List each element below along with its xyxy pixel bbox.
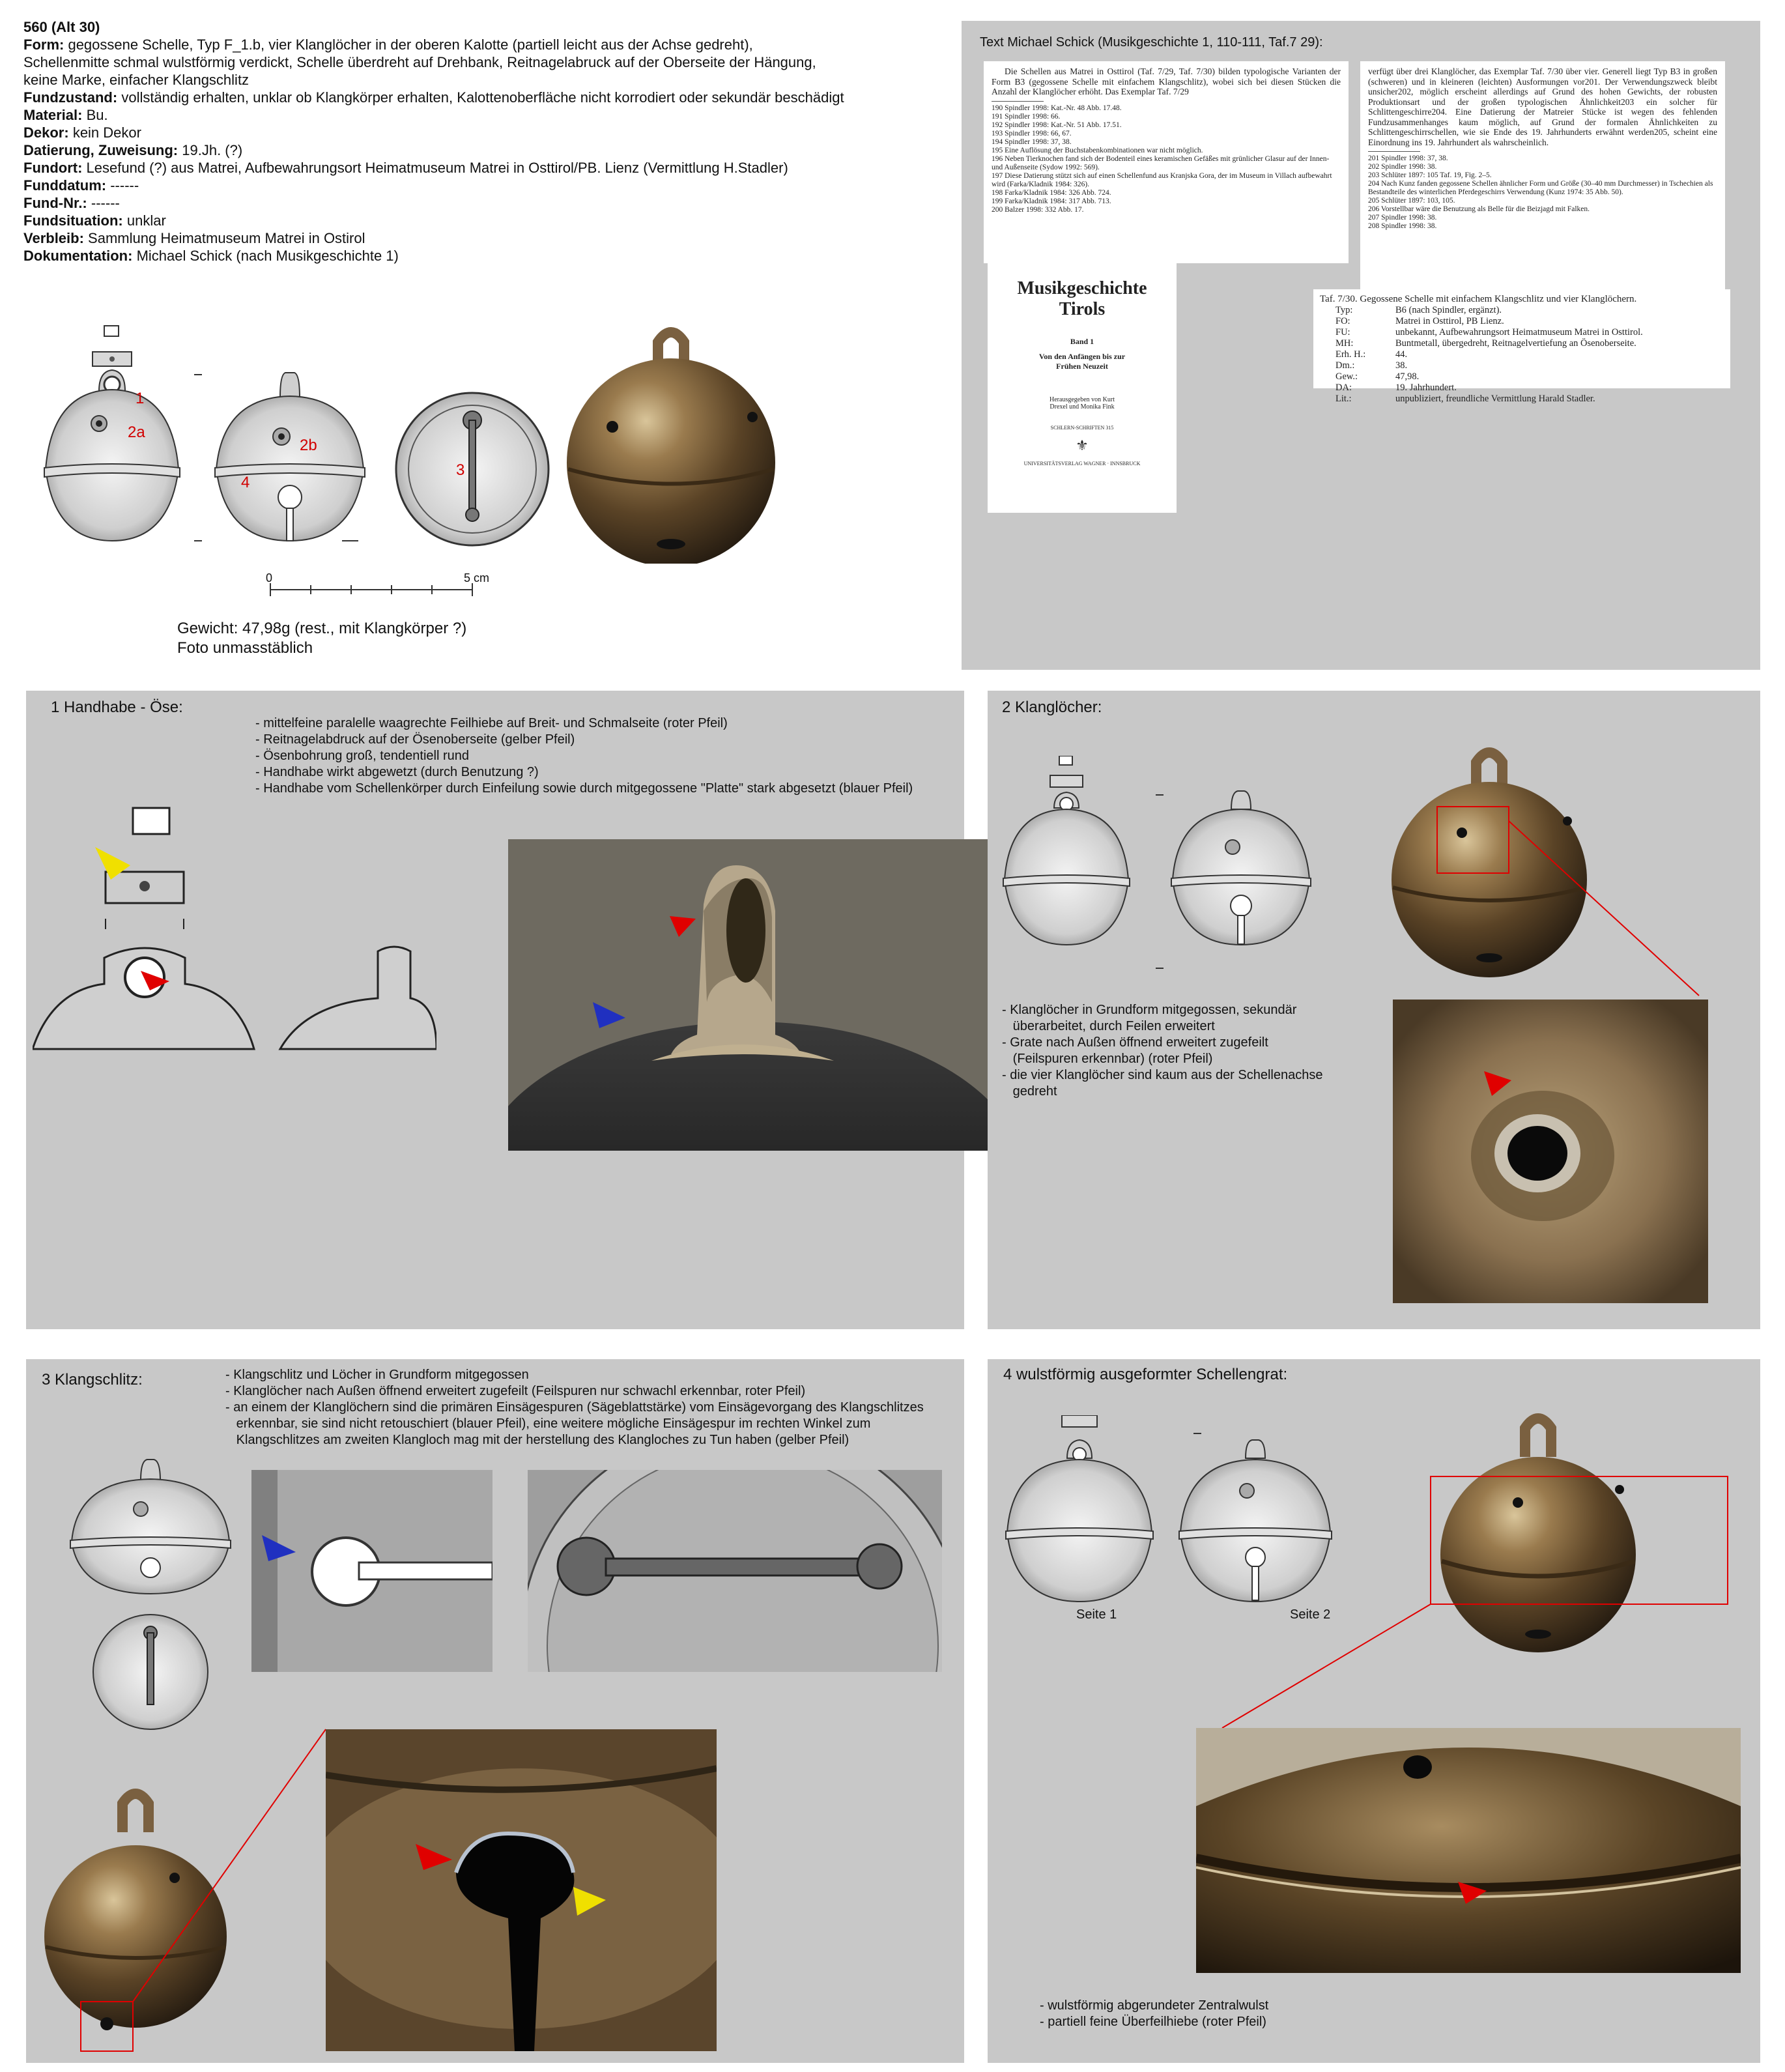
bell-drawing-side-2 [215, 373, 365, 541]
footnote: 194 Spindler 1998: 37, 38. [992, 137, 1072, 146]
catalog-field-value: 19.Jh. (?) [182, 142, 243, 158]
catalog-field-label: Dokumentation: [23, 248, 133, 264]
taf-value: 19. Jahrhundert. [1395, 382, 1457, 393]
footnote: 197 Diese Datierung stützt sich auf einen Schellenfund aus Kranjska Gora, der im Museum in Villach aufbewahrt wird (Farka/Kladnik 1984: 326). [992, 171, 1332, 188]
catalog-field-value: gegossene Schelle, Typ F_1.b, vier Klanglöcher in der oberen Kalotte (partiell leicht aus der Achse gedreht), [68, 36, 753, 53]
panel-sound-slit [26, 1359, 964, 2063]
catalog-field-value: keine Marke, einfacher Klangschlitz [23, 72, 250, 88]
taf-value: B6 (nach Spindler, ergänzt). [1395, 305, 1502, 315]
panel2-title: 2 Klanglöcher: [1002, 698, 1102, 716]
col1-paragraph: Die Schellen aus Matrei in Osttirol (Taf. 7/29, Taf. 7/30) bilden typologische Varianten der Form B3 (gegossene Schelle mit einfachem Klangschlitz), wobei sich bei diesen Stücken die Anzahl der Klanglöcher erhöht. Das Exemplar Taf. 7/29 [992, 66, 1341, 96]
panel1-title: 1 Handhabe - Öse: [51, 698, 183, 716]
publisher-logo: ⚜ [1076, 437, 1089, 453]
bullet-line: Klangschlitzes am zweiten Klangloch mag mit der herstellung des Klangloches zu Tun haben (gelber Pfeil) [225, 1433, 850, 1447]
footnote: 200 Balzer 1998: 332 Abb. 17. [992, 205, 1084, 214]
taf-value: 38. [1395, 360, 1408, 371]
taf-key: Dm.: [1335, 360, 1355, 371]
label-1: 1 [136, 390, 145, 407]
book-subtitle: Von den Anfängen bis zur Frühen Neuzeit [1038, 352, 1126, 371]
col1-footnotes [992, 104, 1341, 214]
bullet-line: - mittelfeine paralelle waagrechte Feilhiebe auf Breit- und Schmalseite (roter Pfeil) [255, 716, 728, 730]
footnote: 196 Neben Tierknochen fand sich der Bodenteil eines keramischen Gefäßes mit grünlicher Glasur auf der Innen- und Außenseite (Sydow 1992: 569). [992, 154, 1330, 171]
bullet-line: - an einem der Klanglöchern sind die primären Einsägespuren (Sägeblattstärke) vom Einsägevorgang des Klangschlitzes [225, 1400, 924, 1415]
catalog-field [23, 106, 935, 124]
taf-key: MH: [1335, 338, 1354, 349]
footnote: 204 Nach Kunz fanden gegossene Schellen ähnlicher Form und Größe (30–40 mm Durchmesser) in Tschechien als Bestandteile des winterlichen Pferdegeschirrs Verwendung (Kunz 1974: 35 Abb. 50). [1368, 180, 1713, 196]
weight-caption [177, 619, 466, 658]
catalog-field-label: Datierung, Zuweisung: [23, 142, 178, 158]
catalog-field [23, 53, 935, 71]
bullet-line: - Reitnagelabdruck auf der Ösenoberseite (gelber Pfeil) [255, 732, 575, 747]
taf-value: 44. [1395, 349, 1408, 360]
book-page-col1 [984, 61, 1349, 263]
book-title: Musikgeschichte Tirols [1017, 278, 1147, 319]
bullet-line: - Klangschlitz und Löcher in Grundform mitgegossen [225, 1368, 529, 1382]
footnote: 192 Spindler 1998: Kat.-Nr. 51 Abb. 17.51. [992, 121, 1122, 129]
panel4-title: 4 wulstförmig ausgeformter Schellengrat: [1003, 1366, 1288, 1383]
scale-start: 0 [266, 571, 273, 584]
catalog-field [23, 124, 935, 141]
sound-hole-zoom [1393, 1000, 1708, 1303]
bullet-line: (Feilspuren erkennbar) (roter Pfeil) [1002, 1052, 1213, 1066]
footnote: 201 Spindler 1998: 37, 38. [1368, 154, 1448, 162]
footnote: 190 Spindler 1998: Kat.-Nr. 48 Abb. 17.48. [992, 104, 1122, 112]
footnote: 193 Spindler 1998: 66, 67. [992, 129, 1072, 137]
taf-caption: Taf. 7/30. Gegossene Schelle mit einfachem Klangschlitz und vier Klanglöchern. [1320, 294, 1637, 304]
taf-table [1313, 289, 1730, 404]
taf-key: Typ: [1335, 305, 1353, 315]
catalog-field [23, 159, 935, 177]
catalog-field-value: Michael Schick (nach Musikgeschichte 1) [136, 248, 399, 264]
book-cover [988, 252, 1177, 513]
catalog-field [23, 177, 935, 194]
taf-key: Gew.: [1335, 371, 1358, 382]
taf-row [1320, 382, 1724, 394]
catalog-field-label: Dekor: [23, 124, 69, 141]
taf-row [1320, 305, 1724, 316]
bullet-line: überarbeitet, durch Feilen erweitert [1002, 1019, 1215, 1033]
taf-row [1320, 349, 1724, 360]
footnote: 205 Schlüter 1897: 103, 105. [1368, 197, 1455, 205]
taf-row [1320, 371, 1724, 382]
taf-row [1320, 338, 1724, 349]
blue-arrow [593, 1002, 625, 1028]
bullet-line: - die vier Klanglöcher sind kaum aus der Schellenachse [1002, 1068, 1323, 1082]
red-arrow-2 [670, 916, 696, 937]
catalog-field [23, 89, 935, 106]
catalog-field-label: Form: [23, 36, 64, 53]
footnote: 203 Schlüter 1897: 105 Taf. 19, Fig. 2–5. [1368, 171, 1492, 179]
bullet-line: - Handhabe wirkt abgewetzt (durch Benutzung ?) [255, 765, 539, 779]
label-2b: 2b [300, 437, 317, 454]
taf-row [1320, 360, 1724, 371]
catalog-field [23, 229, 935, 247]
catalog-field [23, 71, 935, 89]
catalog-field [23, 247, 935, 265]
panel3-title: 3 Klangschlitz: [42, 1371, 143, 1389]
text-panel-title: Text Michael Schick (Musikgeschichte 1, 110-111, Taf.7 29): [980, 35, 1323, 50]
bell-drawing-bottom [396, 393, 549, 545]
taf-key: Lit.: [1335, 394, 1352, 404]
catalog-field-value: kein Dekor [72, 124, 141, 141]
catalog-title: 560 (Alt 30) [23, 19, 100, 35]
footnote: 207 Spindler 1998: 38. [1368, 214, 1437, 222]
catalog-field-label: Funddatum: [23, 177, 107, 194]
footnote: 206 Vorstellbar wäre die Benutzung als Belle für die Beizjagd mit Falken. [1368, 205, 1590, 213]
handle-photo [508, 839, 994, 1151]
side1-label: Seite 1 [1076, 1607, 1117, 1622]
catalog-field-value: ------ [110, 177, 139, 194]
bullet-line: - Klanglöcher nach Außen öffnend erweitert zugefeilt (Feilspuren nur schwachl erkennbar, roter Pfeil) [225, 1384, 806, 1398]
catalog-header [23, 18, 935, 265]
catalog-field-value: Schellenmitte schmal wulstförmig verdickt, Schelle überdreht auf Drehbank, Reitnagelabruck auf der Oberseite der Hängung, [23, 54, 816, 70]
bullet-line: - Ösenbohrung groß, tendentiell rund [255, 749, 469, 763]
slit-zoom-photo [326, 1729, 717, 2051]
catalog-field-label: Fundzustand: [23, 89, 118, 106]
catalog-field-label: Verbleib: [23, 230, 84, 246]
taf-value: unpubliziert, freundliche Vermittlung Harald Stadler. [1395, 394, 1595, 404]
taf-key: FU: [1335, 327, 1350, 338]
taf-value: unbekannt, Aufbewahrungsort Heimatmuseum Matrei in Osttirol. [1395, 327, 1643, 338]
catalog-field-value: Sammlung Heimatmuseum Matrei in Ostirol [88, 230, 365, 246]
book-editors: Herausgegeben von Kurt Drexel und Monika Fink [1050, 396, 1115, 410]
bell-photo-main [560, 323, 782, 567]
catalog-field-value: unklar [126, 212, 166, 229]
book-series: SCHLERN-SCHRIFTEN 315 [1050, 425, 1114, 431]
handle-drawings [33, 756, 436, 1069]
scale-bar [270, 583, 472, 596]
footnote: 191 Spindler 1998: 66. [992, 112, 1061, 121]
taf-key: DA: [1335, 382, 1352, 393]
catalog-field [23, 36, 935, 53]
side2-label: Seite 2 [1290, 1607, 1331, 1622]
catalog-field [23, 194, 935, 212]
catalog-field [23, 141, 935, 159]
catalog-field-value: ------ [91, 195, 120, 211]
label-4: 4 [241, 474, 250, 491]
catalog-field-label: Fundsituation: [23, 212, 123, 229]
bullet-line: - partiell feine Überfeilhiebe (roter Pfeil) [1040, 2015, 1266, 2029]
bullet-line: erkennbar, sie sind nicht retouschiert (blauer Pfeil), eine weitere mögliche Einsägespur im rechten Winkel zum [225, 1417, 871, 1431]
taf-key: Erh. H.: [1335, 349, 1366, 360]
catalog-field [23, 212, 935, 229]
bullet-line: - wulstförmig abgerundeter Zentralwulst [1040, 1998, 1269, 2013]
taf-row [1320, 394, 1724, 405]
caption-weight: Gewicht: 47,98g (rest., mit Klangkörper ?) [177, 620, 467, 637]
footnote: 195 Eine Auflösung der Buchstabenkombinationen war nicht möglich. [992, 146, 1203, 154]
taf-row [1320, 327, 1724, 338]
catalog-field-value: Bu. [86, 107, 108, 123]
bullet-line: - Klanglöcher in Grundform mitgegossen, sekundär [1002, 1003, 1297, 1017]
panel-handle [26, 691, 964, 1329]
taf-value: 47,98. [1395, 371, 1420, 382]
label-2a: 2a [128, 424, 145, 441]
label-3: 3 [456, 461, 465, 479]
catalog-field-value: vollständig erhalten, unklar ob Klangkörper erhalten, Kalottenoberfläche nicht korrodiert oder sekundär beschädigt [121, 89, 844, 106]
footnote: 198 Farka/Kladnik 1984: 326 Abb. 724. [992, 188, 1111, 197]
taf-rows [1320, 305, 1724, 405]
bullet-line: - Handhabe vom Schellenkörper durch Einfeilung sowie durch mitgegossene "Platte" stark abgesetzt (blauer Pfeil) [255, 781, 913, 796]
taf-key: FO: [1335, 316, 1350, 326]
footnote: 199 Farka/Kladnik 1984: 317 Abb. 713. [992, 197, 1111, 205]
panel4-bullets [1040, 1998, 1268, 2030]
catalog-field-label: Fund-Nr.: [23, 195, 87, 211]
panel-sound-holes [988, 691, 1760, 1329]
caption-photo-scale: Foto unmasstäblich [177, 639, 313, 657]
catalog-fields [23, 36, 935, 265]
scale-end: 5 cm [464, 571, 490, 584]
panel-bell-ridge [988, 1359, 1760, 2063]
taf-value: Matrei in Osttirol, PB Lienz. [1395, 316, 1504, 326]
catalog-field-label: Fundort: [23, 160, 83, 176]
bell-drawing-side-1 [44, 326, 180, 541]
col2-paragraph: verfügt über drei Klanglöcher, das Exemplar Taf. 7/30 über vier. Generell liegt Typ B3 in großen (schweren) und in kleineren (leichten) Ausformungen vor201. Der Verwendungszweck bleibt unsicher202, möglich erscheint allerdings auf Grund des hohen Gewichts, der robusten Produktionsart und der großen typologischen Ähnlichkeit203 ein solcher für Schlittengeschirre204. Eine Datierung der Matreier Stücke ist wegen des fehlenden Fundzusammenhanges kaum möglich, auf Grund der formalen Ähnlichkeiten zu Schlittengeschirrschellen, wie sie Ende des 19. Jahrhunderts erwähnt werden205, scheint eine Einordnung ins 19. Jahrhundert als wahrscheinlich. [1368, 66, 1717, 147]
col2-footnotes [1368, 154, 1717, 231]
footnote: 202 Spindler 1998: 38. [1368, 163, 1437, 171]
book-publisher: UNIVERSITÄTSVERLAG WAGNER · INNSBRUCK [1023, 461, 1141, 467]
catalog-field-label: Material: [23, 107, 83, 123]
book-page-col2 [1360, 61, 1725, 296]
book-band: Band 1 [1070, 337, 1094, 346]
catalog-field-value: Lesefund (?) aus Matrei, Aufbewahrungsort Heimatmuseum Matrei in Osttirol/PB. Lienz (Vermittlung H.Stadler) [86, 160, 788, 176]
text-panel [962, 21, 1760, 670]
taf-row [1320, 316, 1724, 327]
ridge-zoom-photo [1196, 1728, 1741, 1973]
footnote: 208 Spindler 1998: 38. [1368, 222, 1437, 230]
bullet-line: gedreht [1002, 1084, 1057, 1099]
bullet-line: - Grate nach Außen öffnend erweitert zugefeilt [1002, 1035, 1268, 1050]
taf-value: Buntmetall, übergedreht, Reitnagelvertiefung an Ösenoberseite. [1395, 338, 1636, 349]
